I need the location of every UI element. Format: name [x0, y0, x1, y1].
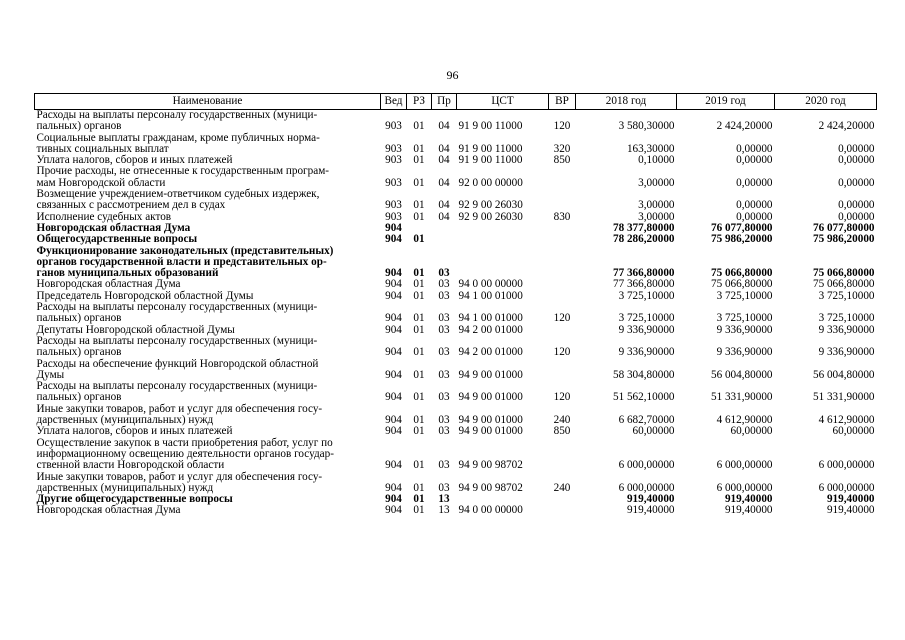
row-vr [549, 246, 576, 280]
row-vr: 120 [553, 120, 571, 133]
row-amount-2019: 919,40000 [724, 493, 773, 506]
row-name: Уплата налогов, сборов и иных платежей [36, 425, 233, 438]
row-ved: 904 [385, 221, 402, 234]
table-row [35, 302, 877, 325]
table-row [35, 110, 877, 133]
row-amount-2019: 0,00000 [736, 210, 773, 223]
row-cst [457, 234, 549, 245]
row-name: Расходы на выплаты персоналу государственных (муници- пальных) органов [36, 334, 318, 359]
row-vr: 320 [553, 142, 571, 155]
row-vr [549, 359, 576, 382]
table-row [35, 234, 877, 245]
row-amount-2019: 0,00000 [736, 142, 773, 155]
row-name: Осуществление закупок в части приобретения работ, услуг по информационному освещению деятельности органов государ- ственной власти Новгородской области [36, 436, 334, 472]
row-vr [549, 438, 576, 472]
row-amount-2020: 919,40000 [826, 504, 875, 517]
row-amount-2018: 3 580,30000 [618, 120, 675, 133]
row-vr [549, 189, 576, 212]
row-amount-2020: 9 336,90000 [818, 323, 875, 336]
header-rz: РЗ [407, 94, 432, 110]
row-cst: 94 1 00 01000 [458, 312, 523, 325]
row-amount-2020: 2 424,20000 [818, 120, 875, 133]
header-cst: ЦСТ [457, 94, 549, 110]
row-ved: 904 [385, 278, 402, 291]
row-pr: 03 [438, 267, 450, 280]
row-amount-2020: 75 066,80000 [812, 267, 875, 280]
row-amount-2018: 3,00000 [638, 199, 675, 212]
row-amount-2018: 58 304,80000 [612, 368, 675, 381]
row-rz: 01 [413, 368, 425, 381]
row-name: Уплата налогов, сборов и иных платежей [36, 154, 233, 167]
row-rz: 01 [413, 504, 425, 517]
row-pr: 03 [438, 391, 450, 404]
row-ved: 904 [385, 312, 402, 325]
row-rz: 01 [413, 414, 425, 427]
row-ved: 904 [385, 459, 402, 472]
row-pr: 03 [438, 414, 450, 427]
row-ved: 903 [385, 142, 402, 155]
row-amount-2020: 0,00000 [838, 142, 875, 155]
row-amount-2018: 3 725,10000 [618, 289, 675, 302]
row-pr: 03 [438, 368, 450, 381]
row-rz: 01 [413, 199, 425, 212]
row-rz: 01 [413, 312, 425, 325]
row-pr: 03 [438, 481, 450, 494]
row-rz: 01 [413, 267, 425, 280]
row-amount-2019: 6 000,00000 [716, 459, 773, 472]
row-pr: 13 [438, 504, 450, 517]
header-vr: ВР [549, 94, 576, 110]
row-amount-2018: 3 725,10000 [618, 312, 675, 325]
row-vr: 240 [553, 414, 571, 427]
row-ved: 904 [385, 493, 402, 506]
table-row [35, 404, 877, 427]
row-amount-2018: 3,00000 [638, 210, 675, 223]
row-ved: 904 [385, 425, 402, 438]
row-cst: 94 9 00 98702 [458, 459, 523, 472]
table-row [35, 359, 877, 382]
row-name: Исполнение судебных актов [36, 210, 172, 223]
header-2018: 2018 год [576, 94, 677, 110]
row-cst [457, 246, 549, 280]
row-name: Расходы на обеспечение функций Новгородской областной Думы [36, 357, 319, 381]
row-rz: 01 [413, 346, 425, 359]
row-cst: 92 9 00 26030 [458, 210, 523, 223]
row-amount-2019: 4 612,90000 [716, 414, 773, 427]
row-cst: 94 0 00 00000 [458, 504, 523, 517]
row-ved: 904 [385, 323, 402, 336]
table-row [35, 166, 877, 189]
row-rz: 01 [413, 391, 425, 404]
row-amount-2019: 75 066,80000 [710, 267, 773, 280]
row-rz: 01 [413, 120, 425, 133]
row-vr: 850 [553, 425, 571, 438]
row-ved: 903 [385, 199, 402, 212]
row-amount-2019: 75 066,80000 [710, 278, 773, 291]
table-row [35, 472, 877, 495]
row-amount-2018: 51 562,10000 [612, 391, 675, 404]
row-vr [549, 325, 576, 336]
table-row [35, 189, 877, 212]
row-pr: 03 [438, 459, 450, 472]
row-cst: 92 0 00 00000 [458, 176, 523, 189]
row-vr [549, 279, 576, 290]
row-amount-2019: 76 077,80000 [710, 221, 773, 234]
row-ved: 904 [385, 504, 402, 517]
row-amount-2019: 2 424,20000 [716, 120, 773, 133]
row-cst [457, 223, 549, 234]
row-cst: 94 0 00 00000 [458, 278, 523, 291]
row-amount-2019: 3 725,10000 [716, 312, 773, 325]
row-vr [549, 494, 576, 505]
row-name: Расходы на выплаты персоналу государственных (муници- пальных) органов [36, 109, 318, 133]
row-pr [432, 234, 457, 245]
row-name: Иные закупки товаров, работ и услуг для обеспечения госу- дарственных (муниципальных) нужд [36, 470, 323, 494]
table-row [35, 133, 877, 156]
row-pr: 03 [438, 289, 450, 302]
row-vr [549, 234, 576, 245]
row-amount-2019: 919,40000 [724, 504, 773, 517]
row-vr: 830 [553, 210, 571, 223]
row-pr: 03 [438, 346, 450, 359]
table-header-row [35, 94, 877, 110]
row-cst: 94 9 00 01000 [458, 414, 523, 427]
row-ved: 903 [385, 154, 402, 167]
page-number: 96 [446, 68, 459, 82]
row-amount-2020: 0,00000 [838, 210, 875, 223]
table-row [35, 246, 877, 280]
row-amount-2020: 75 986,20000 [812, 233, 875, 246]
row-amount-2018: 919,40000 [626, 504, 675, 517]
table-row [35, 505, 877, 516]
row-amount-2020: 56 004,80000 [812, 368, 875, 381]
row-vr: 850 [553, 154, 571, 167]
row-amount-2020: 60,00000 [832, 425, 875, 438]
row-amount-2018: 6 682,70000 [618, 414, 675, 427]
row-name: Новгородская областная Дума [36, 221, 191, 234]
row-ved: 904 [385, 391, 402, 404]
row-ved: 904 [385, 289, 402, 302]
row-amount-2018: 77 366,80000 [612, 278, 675, 291]
row-name: Функционирование законодательных (представительных) органов государственной власти и представительных ор- ганов муниципальных образований [36, 244, 334, 280]
row-name: Расходы на выплаты персоналу государственных (муници- пальных) органов [36, 301, 318, 325]
row-amount-2019: 9 336,90000 [716, 346, 773, 359]
row-amount-2018: 78 286,20000 [612, 233, 675, 246]
row-rz: 01 [413, 289, 425, 302]
row-amount-2020: 3 725,10000 [818, 312, 875, 325]
row-cst: 94 1 00 01000 [458, 289, 523, 302]
row-cst: 91 9 00 11000 [458, 142, 523, 155]
table-row [35, 426, 877, 437]
row-vr [549, 291, 576, 302]
row-name: Председатель Новгородской областной Думы [36, 289, 254, 302]
row-amount-2018: 6 000,00000 [618, 459, 675, 472]
row-ved: 904 [385, 346, 402, 359]
row-pr: 04 [438, 199, 450, 212]
row-name: Новгородская областная Дума [36, 278, 181, 291]
row-cst: 94 9 00 01000 [458, 368, 523, 381]
row-vr: 240 [553, 481, 571, 494]
row-amount-2019: 75 986,20000 [710, 233, 773, 246]
row-amount-2020: 9 336,90000 [818, 346, 875, 359]
row-name: Расходы на выплаты персоналу государственных (муници- пальных) органов [36, 380, 318, 404]
row-name: Депутаты Новгородской областной Думы [36, 323, 235, 336]
row-pr: 04 [438, 210, 450, 223]
row-ved: 904 [385, 414, 402, 427]
row-name: Социальные выплаты гражданам, кроме публичных норма- тивных социальных выплат [36, 131, 320, 155]
row-amount-2018: 78 377,80000 [612, 221, 675, 234]
row-pr: 03 [438, 278, 450, 291]
row-amount-2019: 6 000,00000 [716, 481, 773, 494]
row-pr: 13 [438, 493, 450, 506]
row-ved: 903 [385, 120, 402, 133]
row-pr: 03 [438, 425, 450, 438]
row-cst: 94 9 00 01000 [458, 391, 523, 404]
row-amount-2018: 9 336,90000 [618, 346, 675, 359]
table-row [35, 438, 877, 472]
row-ved: 904 [385, 233, 402, 246]
row-rz: 01 [413, 278, 425, 291]
table-row [35, 336, 877, 359]
row-cst: 94 2 00 01000 [458, 346, 523, 359]
row-amount-2020: 75 066,80000 [812, 278, 875, 291]
row-vr [549, 505, 576, 516]
row-name: Другие общегосударственные вопросы [36, 493, 233, 506]
row-cst: 94 2 00 01000 [458, 323, 523, 336]
row-amount-2020: 0,00000 [838, 154, 875, 167]
row-amount-2020: 0,00000 [838, 176, 875, 189]
row-ved: 903 [385, 176, 402, 189]
row-amount-2018: 9 336,90000 [618, 323, 675, 336]
row-cst: 91 9 00 11000 [458, 120, 523, 133]
row-pr [432, 223, 457, 234]
row-pr: 03 [438, 312, 450, 325]
row-rz: 01 [413, 210, 425, 223]
row-ved: 904 [385, 481, 402, 494]
row-amount-2019: 56 004,80000 [710, 368, 773, 381]
row-cst: 94 9 00 01000 [458, 425, 523, 438]
row-name: Общегосударственные вопросы [36, 233, 198, 246]
row-amount-2019: 0,00000 [736, 199, 773, 212]
row-name: Прочие расходы, не отнесенные к государственным програм- мам Новгородской области [36, 165, 330, 189]
row-vr: 120 [553, 312, 571, 325]
row-rz: 01 [413, 493, 425, 506]
row-ved: 904 [385, 368, 402, 381]
row-amount-2019: 60,00000 [730, 425, 773, 438]
table-body [35, 110, 877, 517]
row-cst: 92 9 00 26030 [458, 199, 523, 212]
row-amount-2020: 6 000,00000 [818, 481, 875, 494]
row-rz: 01 [413, 459, 425, 472]
row-pr: 03 [438, 323, 450, 336]
row-amount-2018: 3,00000 [638, 176, 675, 189]
row-pr: 04 [438, 142, 450, 155]
row-vr [549, 166, 576, 189]
row-name: Возмещение учреждением-ответчиком судебных издержек, связанных с рассмотрением дел в судах [36, 188, 320, 212]
row-amount-2018: 6 000,00000 [618, 481, 675, 494]
row-amount-2020: 76 077,80000 [812, 221, 875, 234]
row-name: Новгородская областная Дума [36, 504, 181, 517]
row-rz: 01 [413, 233, 425, 246]
row-amount-2020: 51 331,90000 [812, 391, 875, 404]
row-amount-2019: 0,00000 [736, 176, 773, 189]
header-2020: 2020 год [775, 94, 877, 110]
row-amount-2018: 77 366,80000 [612, 267, 675, 280]
row-amount-2020: 6 000,00000 [818, 459, 875, 472]
row-amount-2020: 919,40000 [826, 493, 875, 506]
row-name: Иные закупки товаров, работ и услуг для обеспечения госу- дарственных (муниципальных) нужд [36, 402, 323, 427]
header-ved: Вед [381, 94, 407, 110]
header-name: Наименование [35, 94, 381, 110]
row-amount-2018: 163,30000 [626, 142, 675, 155]
row-amount-2018: 919,40000 [626, 493, 675, 506]
row-rz: 01 [413, 154, 425, 167]
row-cst: 94 9 00 98702 [458, 481, 523, 494]
row-ved: 903 [385, 210, 402, 223]
row-amount-2020: 4 612,90000 [818, 414, 875, 427]
row-rz: 01 [413, 425, 425, 438]
budget-table [34, 93, 877, 517]
header-pr: Пр [432, 94, 457, 110]
row-pr: 04 [438, 154, 450, 167]
row-vr [549, 223, 576, 234]
row-vr: 120 [553, 346, 571, 359]
row-rz: 01 [413, 176, 425, 189]
row-rz: 01 [413, 142, 425, 155]
row-amount-2018: 60,00000 [632, 425, 675, 438]
row-ved: 904 [385, 267, 402, 280]
row-amount-2019: 0,00000 [736, 154, 773, 167]
row-amount-2019: 51 331,90000 [710, 391, 773, 404]
row-rz: 01 [413, 323, 425, 336]
row-amount-2020: 0,00000 [838, 199, 875, 212]
row-rz: 01 [413, 481, 425, 494]
row-amount-2020: 3 725,10000 [818, 289, 875, 302]
header-2019: 2019 год [677, 94, 775, 110]
row-cst: 91 9 00 11000 [458, 154, 523, 167]
row-amount-2018: 0,10000 [638, 154, 675, 167]
row-amount-2019: 3 725,10000 [716, 289, 773, 302]
row-amount-2019: 9 336,90000 [716, 323, 773, 336]
table-row [35, 381, 877, 404]
row-pr: 04 [438, 176, 450, 189]
row-pr: 04 [438, 120, 450, 133]
row-vr: 120 [553, 391, 571, 404]
